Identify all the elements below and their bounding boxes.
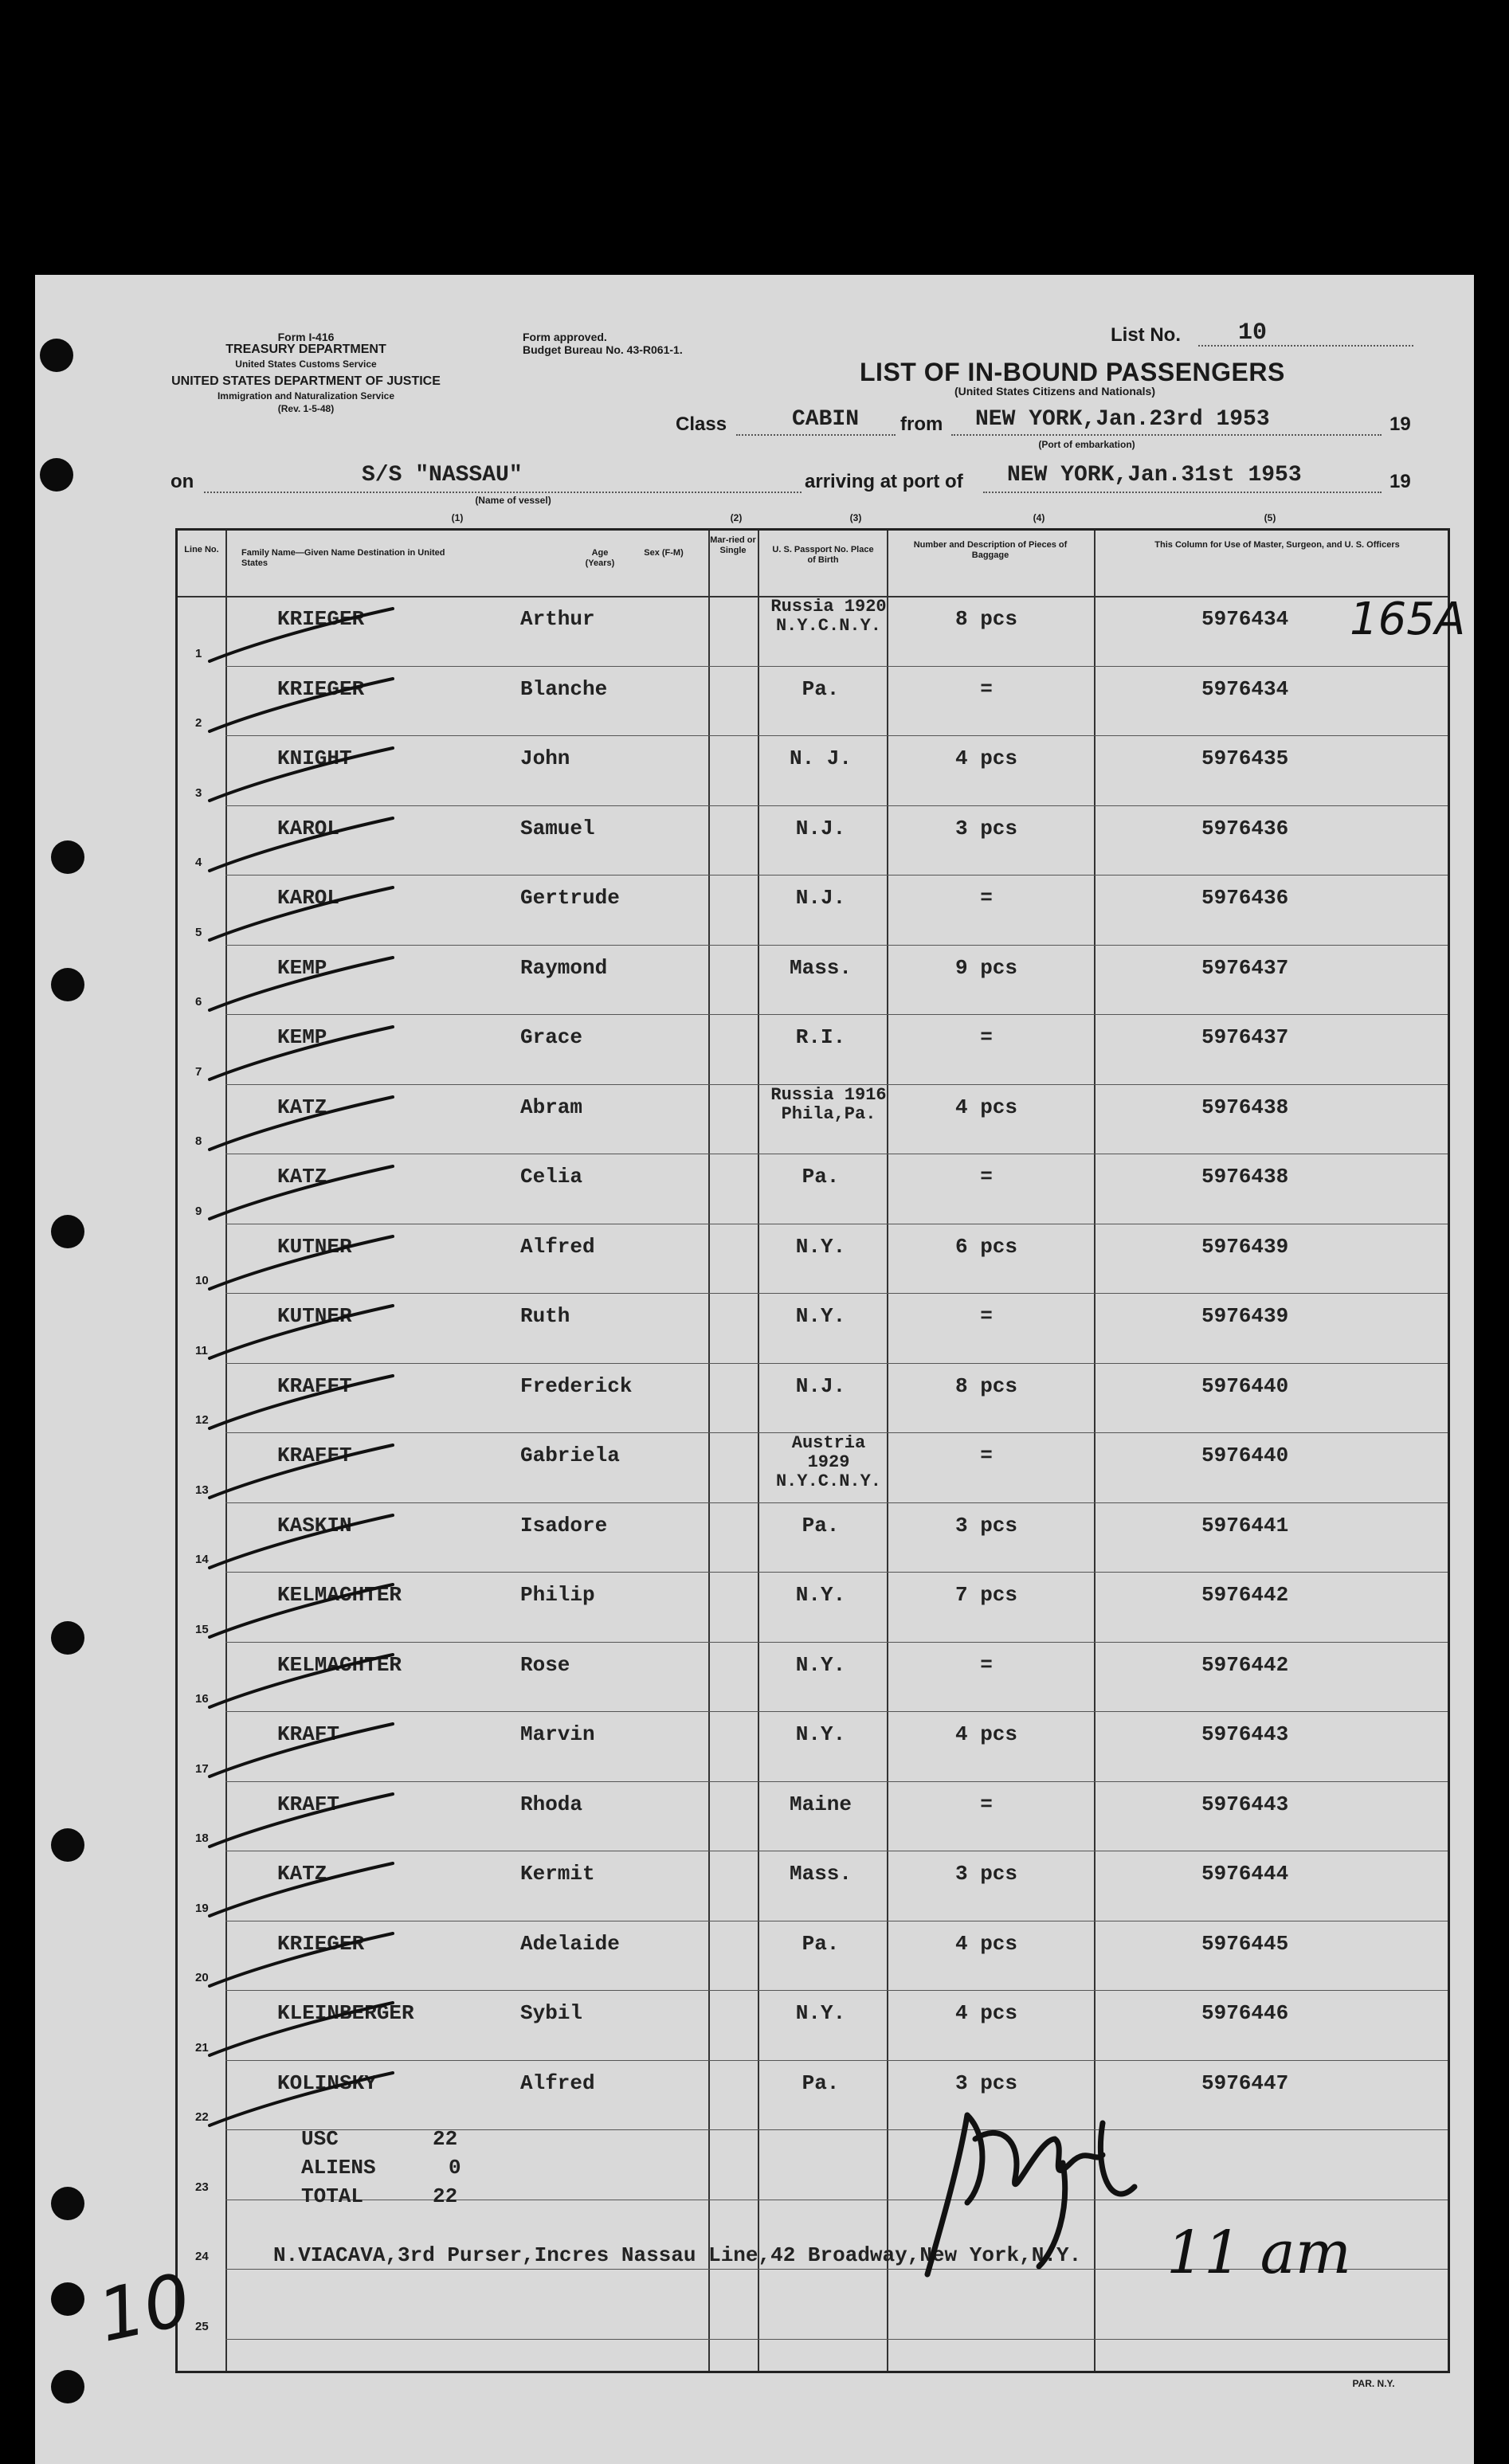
officer-number: 5976443 <box>1201 1722 1289 1746</box>
officer-number: 5976446 <box>1201 2001 1289 2025</box>
baggage: = <box>980 1652 993 1677</box>
year-suffix-2: 19 <box>1389 471 1411 492</box>
col-num-5: (5) <box>1264 512 1276 523</box>
arrival-value: NEW YORK,Jan.31st 1953 <box>1007 463 1302 488</box>
col-header-married: Mar-ried or Single <box>710 535 756 555</box>
col-header-officers: This Column for Use of Master, Surgeon, and U. S. Officers <box>1154 540 1400 550</box>
line-number: 19 <box>195 1901 209 1915</box>
check-mark <box>194 1232 417 1303</box>
place-of-birth: N.Y. <box>795 1722 846 1746</box>
passenger-table <box>175 528 1450 2373</box>
place-of-birth: Pa. <box>802 676 840 701</box>
family-name: KEMP <box>277 1025 327 1049</box>
row-divider <box>225 2339 1448 2340</box>
check-mark <box>194 1092 417 1164</box>
officer-number: 5976443 <box>1201 1792 1289 1816</box>
check-mark <box>194 1789 417 1861</box>
place-of-birth: Russia 1916 Phila,Pa. <box>770 1084 887 1124</box>
family-name: KAROL <box>277 886 340 910</box>
officer-number: 5976434 <box>1201 676 1289 701</box>
officer-number: 5976437 <box>1201 955 1289 980</box>
officer-number: 5976439 <box>1201 1304 1289 1328</box>
on-label: on <box>170 471 194 492</box>
punch-hole <box>40 339 73 372</box>
punch-hole <box>51 2187 84 2220</box>
family-name: KATZ <box>277 1862 327 1886</box>
family-name: KUTNER <box>277 1304 352 1328</box>
officer-number: 5976436 <box>1201 886 1289 910</box>
baggage: 9 pcs <box>954 955 1017 980</box>
baggage: 8 pcs <box>954 607 1017 631</box>
line-number: 6 <box>195 995 202 1009</box>
year-suffix: 19 <box>1389 413 1411 435</box>
punch-hole <box>51 2282 84 2316</box>
officer-number: 5976439 <box>1201 1234 1289 1259</box>
family-name: KRIEGER <box>277 1931 365 1956</box>
totals-usc-label: USC <box>301 2127 339 2151</box>
place-of-birth: N.J. <box>795 886 846 910</box>
officer-number: 5976444 <box>1201 1862 1289 1886</box>
given-name: Alfred <box>520 1234 595 1259</box>
baggage: = <box>980 1304 993 1328</box>
given-name: Adelaide <box>520 1931 620 1956</box>
place-of-birth: R.I. <box>795 1025 846 1049</box>
department-of-justice: UNITED STATES DEPARTMENT OF JUSTICE <box>171 374 441 388</box>
baggage: = <box>980 886 993 910</box>
officer-number: 5976438 <box>1201 1165 1289 1189</box>
place-of-birth: Russia 1920 N.Y.C.N.Y. <box>770 597 887 636</box>
officer-number: 5976445 <box>1201 1931 1289 1956</box>
customs-service: United States Customs Service <box>235 358 377 370</box>
check-mark <box>194 604 417 676</box>
given-name: Isadore <box>520 1513 608 1538</box>
baggage: 6 pcs <box>954 1234 1017 1259</box>
officer-number: 5976442 <box>1201 1652 1289 1677</box>
place-of-birth: N.Y. <box>795 1234 846 1259</box>
check-mark <box>194 1719 417 1791</box>
place-of-birth: Mass. <box>789 1862 852 1886</box>
family-name: KRAFT <box>277 1722 340 1746</box>
baggage: 3 pcs <box>954 1513 1017 1538</box>
baggage: = <box>980 1165 993 1189</box>
check-mark <box>194 883 417 954</box>
list-no-label: List No. <box>1111 324 1181 346</box>
officer-number: 5976440 <box>1201 1373 1289 1398</box>
handwritten-list-ref: 165A <box>1350 593 1466 645</box>
punch-hole <box>40 458 73 492</box>
line-number: 8 <box>195 1134 202 1148</box>
embarkation-caption: (Port of embarkation) <box>1038 439 1135 450</box>
list-no-value: 10 <box>1238 319 1268 347</box>
check-mark <box>194 1510 417 1582</box>
line-number: 2 <box>195 716 202 730</box>
form-number: Form I-416 <box>277 331 335 343</box>
family-name: KRIEGER <box>277 607 365 631</box>
baggage: = <box>980 1444 993 1467</box>
printer-mark: PAR. N.Y. <box>1352 2378 1395 2389</box>
given-name: Grace <box>520 1025 583 1049</box>
given-name: Ruth <box>520 1304 570 1328</box>
given-name: Raymond <box>520 955 608 980</box>
check-mark <box>194 1161 417 1233</box>
officer-number: 5976442 <box>1201 1583 1289 1607</box>
place-of-birth: Austria 1929 N.Y.C.N.Y. <box>775 1433 882 1491</box>
given-name: Marvin <box>520 1722 595 1746</box>
line-number: 3 <box>195 785 202 800</box>
punch-hole <box>51 840 84 874</box>
embarkation-value: NEW YORK,Jan.23rd 1953 <box>975 407 1270 432</box>
check-mark <box>194 1859 417 1930</box>
officer-number: 5976434 <box>1201 607 1289 631</box>
line-number: 20 <box>195 1971 209 1984</box>
punch-hole <box>51 1828 84 1862</box>
family-name: KRAFT <box>277 1792 340 1816</box>
check-mark <box>194 1440 417 1512</box>
check-mark <box>194 1301 417 1373</box>
check-mark <box>194 1371 417 1443</box>
officer-number: 5976440 <box>1201 1444 1289 1467</box>
family-name: KRIEGER <box>277 676 365 701</box>
col-divider <box>758 531 759 2371</box>
baggage: 3 pcs <box>954 2070 1017 2095</box>
check-mark <box>194 1650 417 1722</box>
line-number: 17 <box>195 1761 209 1776</box>
place-of-birth: N.Y. <box>795 1583 846 1607</box>
officer-number: 5976436 <box>1201 816 1289 840</box>
given-name: Rose <box>520 1652 570 1677</box>
family-name: KELMACHTER <box>277 1583 402 1607</box>
col-header-baggage: Number and Description of Pieces of Baggage <box>913 540 1068 560</box>
family-name: KEMP <box>277 955 327 980</box>
given-name: Alfred <box>520 2070 595 2095</box>
check-mark <box>194 743 417 815</box>
officer-number: 5976435 <box>1201 746 1289 770</box>
treasury-department: TREASURY DEPARTMENT <box>225 343 386 356</box>
given-name: Gertrude <box>520 886 620 910</box>
officer-number: 5976438 <box>1201 1095 1289 1119</box>
check-mark <box>194 1929 417 2000</box>
class-value: CABIN <box>792 407 860 432</box>
check-mark <box>194 1998 417 2070</box>
given-name: Frederick <box>520 1373 633 1398</box>
baggage: 4 pcs <box>954 2001 1017 2025</box>
place-of-birth: Maine <box>789 1792 852 1816</box>
baggage: 4 pcs <box>954 1931 1017 1956</box>
given-name: John <box>520 746 570 770</box>
line-number: 25 <box>195 2319 209 2333</box>
revision-date: (Rev. 1-5-48) <box>277 403 335 414</box>
class-label: Class <box>676 413 727 435</box>
given-name: Samuel <box>520 816 595 840</box>
line-number: 14 <box>195 1553 209 1566</box>
vessel-name: S/S "NASSAU" <box>362 463 523 488</box>
col-header-sex: Sex (F-M) <box>644 548 684 558</box>
check-mark <box>194 1580 417 1651</box>
col-num-2: (2) <box>730 512 743 523</box>
family-name: KLEINBERGER <box>277 2001 414 2025</box>
family-name: KELMACHTER <box>277 1652 402 1677</box>
given-name: Celia <box>520 1165 583 1189</box>
from-label: from <box>900 413 943 435</box>
col-divider <box>708 531 710 2371</box>
baggage: 4 pcs <box>954 1722 1017 1746</box>
place-of-birth: N.Y. <box>795 1652 846 1677</box>
family-name: KRAFFT <box>277 1444 352 1467</box>
officer-number: 5976441 <box>1201 1513 1289 1538</box>
given-name: Arthur <box>520 607 595 631</box>
baggage: 4 pcs <box>954 746 1017 770</box>
col-num-3: (3) <box>849 512 862 523</box>
totals-usc: 22 <box>433 2127 458 2151</box>
handwritten-left-number: 10 <box>91 2258 198 2359</box>
line-number: 23 <box>195 2180 209 2194</box>
place-of-birth: Pa. <box>802 2070 840 2095</box>
line-number: 9 <box>195 1204 202 1218</box>
place-of-birth: N. J. <box>789 746 852 770</box>
check-mark <box>194 813 417 885</box>
given-name: Abram <box>520 1095 583 1119</box>
punch-hole <box>51 968 84 1001</box>
budget-bureau: Budget Bureau No. 43-R061-1. <box>523 343 683 356</box>
col-header-age: Age (Years) <box>585 548 615 568</box>
line-number: 21 <box>195 2040 209 2055</box>
line-number: 1 <box>195 646 202 660</box>
col-num-4: (4) <box>1033 512 1045 523</box>
totals-total-label: TOTAL <box>301 2184 364 2208</box>
totals-total: 22 <box>433 2184 458 2208</box>
family-name: KATZ <box>277 1095 327 1119</box>
place-of-birth: Pa. <box>802 1513 840 1538</box>
given-name: Philip <box>520 1583 595 1607</box>
purser-line: N.VIACAVA,3rd Purser,Incres Nassau Line,42 Broadway,New York,N.Y. <box>273 2243 1082 2267</box>
line-number: 11 <box>195 1343 208 1357</box>
officer-number: 5976447 <box>1201 2070 1289 2095</box>
class-line <box>736 434 896 436</box>
line-number: 18 <box>195 1831 209 1845</box>
totals-aliens-label: ALIENS <box>301 2156 376 2180</box>
baggage: 4 pcs <box>954 1095 1017 1119</box>
baggage: = <box>980 1025 993 1049</box>
col-header-line: Line No. <box>184 545 219 554</box>
line-number: 16 <box>195 1692 209 1706</box>
place-of-birth: Pa. <box>802 1165 840 1189</box>
family-name: KRAFFT <box>277 1373 352 1398</box>
totals-aliens: 0 <box>449 2156 461 2180</box>
family-name: KATZ <box>277 1165 327 1189</box>
line-number: 12 <box>195 1413 209 1427</box>
punch-hole <box>51 1215 84 1248</box>
punch-hole <box>51 1621 84 1655</box>
given-name: Blanche <box>520 676 608 701</box>
line-number: 7 <box>195 1064 202 1079</box>
baggage: 3 pcs <box>954 1862 1017 1886</box>
family-name: KOLINSKY <box>277 2070 377 2095</box>
line-number: 24 <box>195 2250 209 2263</box>
given-name: Rhoda <box>520 1792 583 1816</box>
form-approved: Form approved. <box>523 331 607 343</box>
line-number: 15 <box>195 1622 209 1636</box>
family-name: KASKIN <box>277 1513 352 1538</box>
page-title: LIST OF IN-BOUND PASSENGERS <box>860 358 1285 386</box>
arriving-line <box>983 492 1382 493</box>
signature-time: 11 am <box>1166 2219 1351 2287</box>
family-name: KAROL <box>277 816 340 840</box>
line-number: 4 <box>195 856 202 869</box>
line-number: 13 <box>195 1483 209 1497</box>
place-of-birth: Mass. <box>789 955 852 980</box>
check-mark <box>194 953 417 1024</box>
place-of-birth: Pa. <box>802 1931 840 1956</box>
vessel-caption: (Name of vessel) <box>475 495 551 506</box>
punch-hole <box>51 2370 84 2403</box>
list-no-line <box>1198 345 1413 347</box>
page-subtitle: (United States Citizens and Nationals) <box>954 385 1156 398</box>
baggage: 8 pcs <box>954 1373 1017 1398</box>
place-of-birth: N.Y. <box>795 2001 846 2025</box>
given-name: Gabriela <box>520 1444 620 1467</box>
family-name: KUTNER <box>277 1234 352 1259</box>
col-header-name: Family Name—Given Name Destination in United States <box>241 548 445 568</box>
check-mark <box>194 1022 417 1094</box>
baggage: = <box>980 1792 993 1816</box>
given-name: Kermit <box>520 1862 595 1886</box>
from-line <box>951 434 1382 436</box>
document-page <box>35 275 1474 2464</box>
col-header-passport: U. S. Passport No. Place of Birth <box>772 545 874 565</box>
line-number: 10 <box>195 1274 209 1287</box>
ins-service: Immigration and Naturalization Service <box>217 390 395 402</box>
col-num-1: (1) <box>451 512 464 523</box>
line-number: 22 <box>195 2110 209 2124</box>
place-of-birth: N.J. <box>795 816 846 840</box>
place-of-birth: N.Y. <box>795 1304 846 1328</box>
baggage: 7 pcs <box>954 1583 1017 1607</box>
family-name: KNIGHT <box>277 746 352 770</box>
baggage: 3 pcs <box>954 816 1017 840</box>
officer-number: 5976437 <box>1201 1025 1289 1049</box>
place-of-birth: N.J. <box>795 1373 846 1398</box>
line-number: 5 <box>195 925 202 939</box>
vessel-line <box>204 492 802 493</box>
arriving-label: arriving at port of <box>805 471 963 492</box>
baggage: = <box>980 676 993 701</box>
check-mark <box>194 674 417 746</box>
given-name: Sybil <box>520 2001 583 2025</box>
